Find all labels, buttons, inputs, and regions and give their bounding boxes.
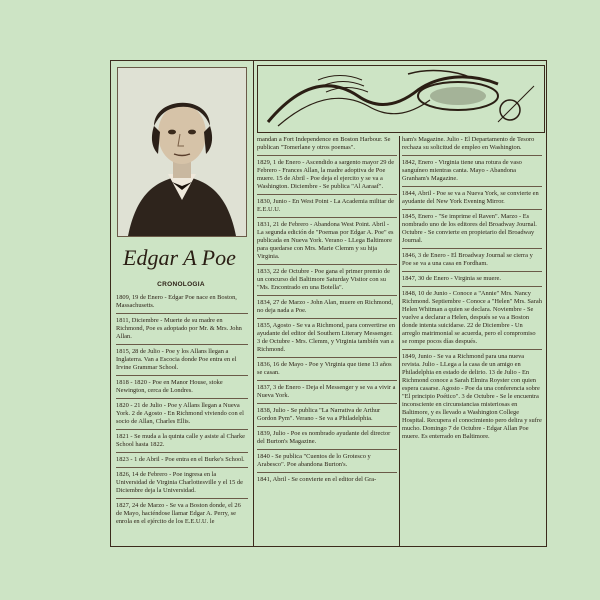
left-column <box>111 61 251 546</box>
chronology-entry: 1830, Junio - En West Point - La Academia militar de E.E.U.U. <box>257 198 397 218</box>
chronology-entry: mandan a Fort Independence en Boston Harbour. Se publican "Tomerlane y otros poemas". <box>257 136 397 156</box>
chronology-entry: 1845, Enero - "Se imprime el Raven". Marzo - Es nombrado uno de los editores del Broadway Journal. Octubre - Se convierte en propietario del Broadway Journal. <box>402 213 542 249</box>
chronology-entry: 1840 - Se publica "Cuentos de lo Grotesco y Arabesco". Poe abandona Burton's. <box>257 453 397 473</box>
poe-portrait <box>117 67 247 237</box>
chronology-column-1 <box>116 294 248 532</box>
chronology-entry: 1838, Julio - Se publica "La Narrativa de Arthur Gordon Pym". Verano - Se va a Philadelphia. <box>257 407 397 427</box>
chronology-entry: 1833, 22 de Octubre - Poe gana el primer premio de un concurso del Baltimore Saturday Visitor con su "Ms. Encontrado en una Botella". <box>257 268 397 296</box>
chronology-entry: ham's Magazine. Julio - El Departamento de Tesoro rechaza su solicitud de empleo en Washington. <box>402 136 542 156</box>
chronology-entry: 1818 - 1820 - Poe en Manor House, stoke Newington, cerca de Londres. <box>116 379 248 399</box>
middle-column <box>257 136 397 546</box>
column-divider <box>399 136 400 546</box>
chronology-entry: 1811, Diciembre - Muerte de su madre en Richmond, Poe es adoptado por Mr. & Mrs. John Allan. <box>116 317 248 345</box>
chronology-entry: 1815, 28 de Julio - Poe y los Allans llegan a Inglaterra. Van a Escocia donde Poe entra en el Irvine Grammar School. <box>116 348 248 376</box>
right-column <box>402 136 542 546</box>
chronology-entry: 1809, 19 de Enero - Edgar Poe nace en Boston, Massachusetts. <box>116 294 248 314</box>
chronology-title: CRONOLOGIA <box>157 281 205 288</box>
chronology-entry: 1823 - 1 de Abril - Poe entra en el Burke's School. <box>116 456 248 468</box>
chronology-entry: 1849, Junio - Se va a Richmond para una nueva revista. Julio - LLega a la casa de un amigo en Philadelphia en estado de delirio. 13 de Julio - En Richmond conoce a Sarah Elmira Royster con quien espera casarse. Agosto - Poe da una conferencia sobre "El principio Poético". 3 de Octubre - Se le encuentra inconsciente en circunstancias misteriosas en Baltimore, y es llevado a Washington College Hospital. Recupera el conocimiento pero delira y sufre mucho. Domingo 7 de Octubre - Edgar Allan Poe muere. Es enterrado en Baltimore. <box>402 353 542 440</box>
chronology-entry: 1820 - 21 de Julio - Poe y Allans llegan a Nueva York. 2 de Agosto - En Richmond viviendo con el socio de Allan, Charles Ellis. <box>116 402 248 430</box>
chronology-entry: 1827, 24 de Marzo - Se va a Boston donde, el 26 de Mayo, haciéndose llamar Edgar A. Perry, se enrola en el ejército de los E.E.U.U. le <box>116 502 241 525</box>
chronology-entry: 1826, 14 de Febrero - Poe ingresa en la Universidad de Virginia Charlottesville y el 15 de Diciembre deja la Universidad. <box>116 471 248 499</box>
column-divider <box>253 61 254 546</box>
signature-text: Edgar A Poe <box>123 245 236 270</box>
chronology-entry: 1846, 3 de Enero - El Broadway Journal se cierra y Poe se va a una casa en Fordham. <box>402 252 542 272</box>
chronology-entry: 1844, Abril - Poe se va a Nueva York, se convierte en ayudante del New York Evening Mirror. <box>402 190 542 210</box>
chronology-entry: 1821 - Se muda a la quinta calle y asiste al Charke School hasta 1822. <box>116 433 248 453</box>
portrait-drawing <box>118 68 246 236</box>
chronology-entry: 1839, Julio - Poe es nombrado ayudante del director del Burton's Magazine. <box>257 430 397 450</box>
chronology-entry: 1848, 10 de Junio - Conoce a "Annie" Mrs. Nancy Richmond. Septiembre - Conoce a "Helen" Mrs. Sarah Helen Whitman a quien se declara. Noviembre - Se vuelve a declarar a Helen, después se va a Boston donde intenta suicidarse. 22 de Diciembre - Un arreglo matrimonial se acuerda, pero el compromiso se rompe pocos días después. <box>402 290 542 350</box>
chronology-entry: 1835, Agosto - Se va a Richmond, para convertirse en ayudante del editor del Southern Literary Messenger. 3 de Octubre - Mrs. Clemm, y Virginia también van a Richmond. <box>257 322 397 358</box>
signature <box>119 237 247 277</box>
chronology-entry: 1847, 30 de Enero - Virginia se muere. <box>402 275 542 287</box>
chronology-entry: 1841, Abril - Se convierte en el editor del Gra- <box>257 476 377 483</box>
chronology-entry: 1834, 27 de Marzo - John Alan, muere en Richmond, no deja nada a Poe. <box>257 299 397 319</box>
chronology-entry: 1836, 16 de Mayo - Poe y Virginia que tiene 13 años se casan. <box>257 361 397 381</box>
chronology-entry: 1831, 21 de Febrero - Abandona West Point. Abril - La segunda edición de "Poemas por Edgar A. Poe" es publicada en Nueva York. Verano - LLega Baltimore para quedarse con Mrs. Marie Clemm y su hija Virginia. <box>257 221 397 265</box>
chronology-entry: 1842, Enero - Virginia tiene una rotura de vaso sanguíneo mientras canta. Mayo - Abandona Granham's Magazine. <box>402 159 542 187</box>
decorative-illustration <box>257 65 545 133</box>
album-liner-frame <box>110 60 547 547</box>
chronology-entry: 1829, 1 de Enero - Ascendido a sargento mayor 29 de Febrero - Frances Allan, la madre adoptiva de Poe muere. 15 de Abril - Poe deja el ejercito y se va a Washington. Diciembre - Se publica "Al Aaraaf". <box>257 159 397 195</box>
chronology-entry: 1837, 3 de Enero - Deja el Messenger y se va a vivir a Nueva York. <box>257 384 397 404</box>
